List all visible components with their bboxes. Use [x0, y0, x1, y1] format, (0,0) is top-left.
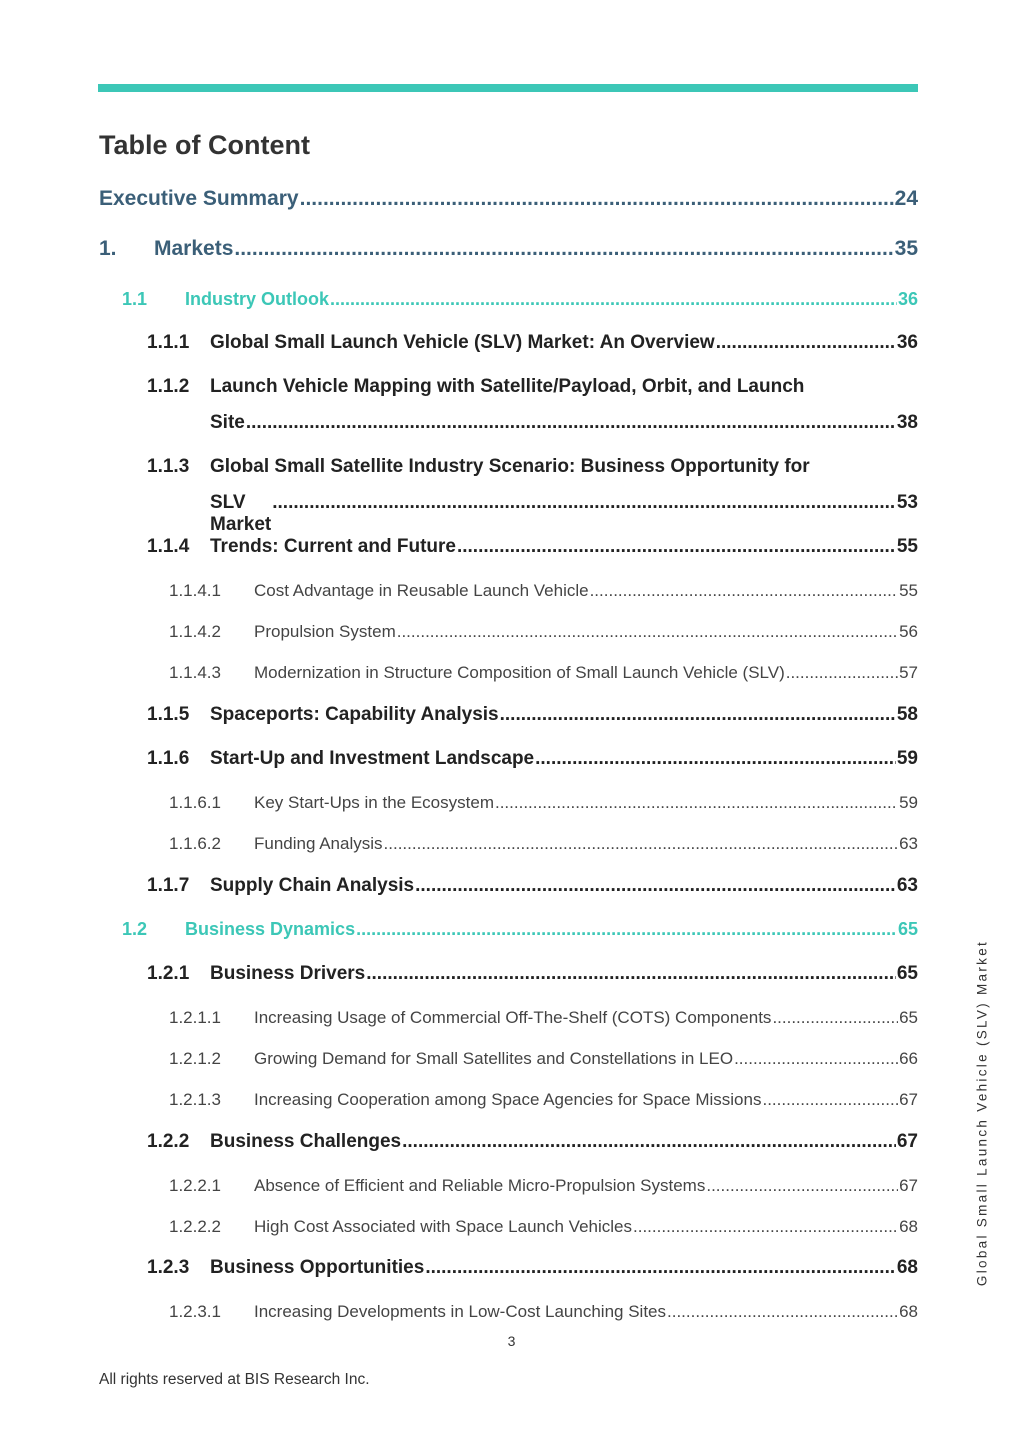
dot-leader: [772, 1008, 898, 1028]
toc-entry-number: 1.2.1.1: [169, 1008, 221, 1027]
toc-entry-1-1-6[interactable]: [147, 748, 918, 770]
toc-entry-page: 65: [899, 1008, 918, 1027]
vertical-report-title: Global Small Launch Vehicle (SLV) Market: [974, 939, 990, 1287]
dot-leader: [706, 1176, 898, 1196]
toc-entry-1-1-6-1[interactable]: [169, 793, 918, 813]
toc-entry-page: 55: [899, 581, 918, 600]
toc-entry-1-2-1-2[interactable]: [169, 1049, 918, 1069]
toc-entry-1-2-3[interactable]: [147, 1257, 918, 1279]
toc-entry-number: 1.1: [122, 289, 148, 309]
toc-entry-page: 24: [894, 187, 918, 210]
dot-leader: [415, 875, 896, 897]
toc-entry-1-1-4-3[interactable]: [169, 663, 918, 683]
toc-entry-number: 1.1.2: [147, 376, 190, 397]
toc-entry-number: 1.2.2.2: [169, 1217, 221, 1236]
toc-entry-1-2-1-1[interactable]: [169, 1008, 918, 1028]
toc-entry-number: 1.1.3: [147, 456, 190, 477]
toc-entry-executive-summary[interactable]: [99, 187, 918, 211]
toc-entry-number: 1.1.4.2: [169, 622, 221, 641]
toc-entry-page: 59: [896, 748, 918, 769]
toc-entry-page: 36: [896, 332, 918, 353]
toc-entry-1-1-4[interactable]: [147, 536, 918, 558]
toc-entry-number: 1.2: [122, 919, 148, 939]
toc-entry-text: Increasing Usage of Commercial Off-The-Shelf (COTS) Components: [254, 1008, 772, 1027]
toc-entry-text: Key Start-Ups in the Ecosystem: [254, 793, 494, 812]
toc-entry-1-2-2[interactable]: [147, 1131, 918, 1153]
toc-entry-text: Increasing Cooperation among Space Agencies for Space Missions: [254, 1090, 762, 1109]
dot-leader: [667, 1302, 898, 1322]
toc-entry-text: Growing Demand for Small Satellites and Constellations in LEO: [254, 1049, 734, 1068]
footer-copyright: All rights reserved at BIS Research Inc.: [99, 1371, 370, 1388]
toc-entry-1-2-3-1[interactable]: [169, 1302, 918, 1322]
toc-entry-text: Increasing Developments in Low-Cost Launching Sites: [254, 1302, 667, 1321]
toc-entry-page: 63: [896, 875, 918, 896]
dot-leader: [425, 1257, 896, 1279]
toc-entry-page: 55: [896, 536, 918, 557]
toc-entry-1-2-2-1[interactable]: [169, 1176, 918, 1196]
toc-entry-text: Business Dynamics: [185, 919, 356, 939]
toc-entry-number: 1.2.2: [147, 1131, 190, 1152]
toc-entry-page: 67: [899, 1176, 918, 1195]
toc-entry-1-2-1[interactable]: [147, 963, 918, 985]
toc-entry-number: 1.1.5: [147, 704, 190, 725]
dot-leader: [272, 492, 896, 514]
toc-entry-number: 1.2.1.2: [169, 1049, 221, 1068]
toc-entry-text: Funding Analysis: [254, 834, 383, 853]
dot-leader: [495, 793, 898, 813]
page-number: 3: [507, 1333, 516, 1349]
toc-entry-number: 1.2.1: [147, 963, 190, 984]
toc-entry-page: 38: [896, 412, 918, 433]
dot-leader: [762, 1090, 898, 1110]
toc-entry-page: 57: [899, 663, 918, 682]
toc-entry-text: Launch Vehicle Mapping with Satellite/Payload, Orbit, and Launch: [210, 376, 805, 397]
toc-entry-page: 68: [896, 1257, 918, 1278]
toc-entry-number: 1.1.6: [147, 748, 190, 769]
dot-leader: [734, 1049, 898, 1069]
toc-entry-page: 68: [899, 1302, 918, 1321]
toc-entry-1-1-4-2[interactable]: [169, 622, 918, 642]
dot-leader: [384, 834, 899, 854]
toc-entry-page: 66: [899, 1049, 918, 1068]
toc-entry-page: 59: [899, 793, 918, 812]
toc-entry-text: Modernization in Structure Composition of Small Launch Vehicle (SLV): [254, 663, 785, 682]
toc-entry-number: 1.2.2.1: [169, 1176, 221, 1195]
toc-entry-text: Executive Summary: [99, 187, 299, 210]
toc-entry-text: Trends: Current and Future: [210, 536, 456, 557]
toc-entry-page: 58: [896, 704, 918, 725]
toc-entry-page: 68: [899, 1217, 918, 1236]
toc-entry-text: Industry Outlook: [185, 289, 329, 309]
toc-entry-number: 1.2.1.3: [169, 1090, 221, 1109]
toc-entry-text: Global Small Satellite Industry Scenario: Business Opportunity for: [210, 456, 810, 477]
dot-leader: [500, 704, 896, 726]
toc-entry-1-1-4-1[interactable]: [169, 581, 918, 601]
toc-entry-number: 1.: [99, 237, 117, 260]
toc-entry-text: Supply Chain Analysis: [210, 875, 415, 896]
toc-entry-1[interactable]: [99, 237, 918, 261]
toc-entry-text-continued: SLV Market: [210, 492, 272, 535]
toc-entry-page: 65: [896, 963, 918, 984]
toc-entry-text: Cost Advantage in Reusable Launch Vehicle: [254, 581, 589, 600]
toc-entry-1-1-6-2[interactable]: [169, 834, 918, 854]
toc-entry-page: 67: [896, 1131, 918, 1152]
toc-title: Table of Content: [99, 130, 310, 160]
toc-entry-page: 67: [899, 1090, 918, 1109]
toc-entry-page: 63: [899, 834, 918, 853]
toc-entry-text: High Cost Associated with Space Launch Vehicles: [254, 1217, 633, 1236]
toc-entry-1-1-1[interactable]: [147, 332, 918, 354]
toc-entry-number: 1.1.6.1: [169, 793, 221, 812]
toc-entry-text: Business Drivers: [210, 963, 366, 984]
dot-leader: [366, 963, 896, 985]
dot-leader: [402, 1131, 896, 1153]
dot-leader: [716, 332, 896, 354]
dot-leader: [246, 412, 896, 434]
toc-entry-page: 56: [899, 622, 918, 641]
toc-entry-1-1[interactable]: [122, 289, 918, 310]
toc-entry-text: Business Challenges: [210, 1131, 402, 1152]
dot-leader: [590, 581, 899, 601]
dot-leader: [457, 536, 896, 558]
toc-entry-number: 1.1.7: [147, 875, 190, 896]
toc-entry-number: 1.2.3: [147, 1257, 190, 1278]
toc-entry-number: 1.1.4.1: [169, 581, 221, 600]
dot-leader: [633, 1217, 898, 1237]
dot-leader: [300, 187, 894, 211]
toc-entry-number: 1.1.1: [147, 332, 190, 353]
toc-entry-text-continued: Site: [210, 412, 245, 433]
toc-entry-number: 1.2.3.1: [169, 1302, 221, 1321]
dot-leader: [786, 663, 898, 683]
toc-entry-1-2[interactable]: [122, 919, 918, 940]
dot-leader: [356, 919, 897, 940]
toc-entry-number: 1.1.4.3: [169, 663, 221, 682]
toc-entry-text: Propulsion System: [254, 622, 396, 641]
toc-entry-text: Business Opportunities: [210, 1257, 425, 1278]
dot-leader: [535, 748, 896, 770]
toc-entry-1-2-1-3[interactable]: [169, 1090, 918, 1110]
toc-entry-1-1-5[interactable]: [147, 704, 918, 726]
toc-entry-text: Global Small Launch Vehicle (SLV) Market: An Overview: [210, 332, 715, 353]
toc-entry-1-1-7[interactable]: [147, 875, 918, 897]
toc-entry-page: 53: [896, 492, 918, 513]
toc-entry-text: Start-Up and Investment Landscape: [210, 748, 535, 769]
dot-leader: [330, 289, 897, 310]
toc-entry-page: 36: [897, 289, 918, 309]
toc-entry-text: Markets: [154, 237, 234, 260]
toc-entry-page: 65: [897, 919, 918, 939]
toc-entry-number: 1.1.4: [147, 536, 190, 557]
dot-leader: [397, 622, 898, 642]
toc-entry-1-2-2-2[interactable]: [169, 1217, 918, 1237]
toc-entry-text: Absence of Efficient and Reliable Micro-Propulsion Systems: [254, 1176, 706, 1195]
toc-entry-number: 1.1.6.2: [169, 834, 221, 853]
dot-leader: [234, 237, 893, 261]
toc-entry-page: 35: [894, 237, 918, 260]
toc-entry-text: Spaceports: Capability Analysis: [210, 704, 499, 725]
